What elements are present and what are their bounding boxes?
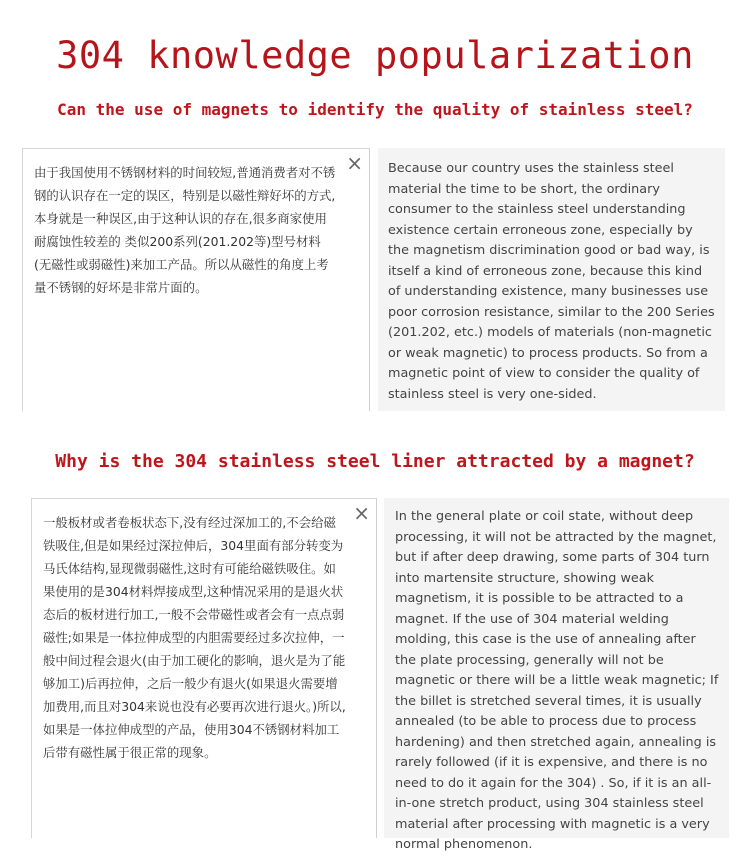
translation-panel-1 [378,148,725,411]
close-icon[interactable]: × [353,501,370,525]
source-text-panel-1[interactable] [22,148,370,411]
section2-heading: Why is the 304 stainless steel liner attracted by a magnet? [55,451,695,472]
source-text-1: 由于我国使用不锈钢材料的时间较短,普通消费者对不锈钢的认识存在一定的误区，特别是以磁性辩好坏的方式,本身就是一种误区,由于这种认识的存在,很多商家使用耐腐蚀性较差的 类似200系列(201.202等)型号材料(无磁性或弱磁性)来加工产品。所以从磁性的角度上考量不锈钢的好坏是非常片面的。 [34,165,336,295]
translation-text-2: In the general plate or coil state, without deep processing, it will not be attracted by the magnet, but if after deep drawing, some parts of 304 turn into martensite structure, showing weak magnetism, it is possible to be attracted to a magnet. If the use of 304 material welding molding, this case is the use of annealing after the plate processing, generally will not be magnetic or there will be a little weak magnetic; If the billet is stretched several times, it is usually annealed (to be able to process due to process hardening) and then stretched again, annealing is rarely followed (if it is expensive, and there is no need to do it again for the 304) . So, if it is an all-in-one stretch product, using 304 stainless steel material after processing with magnetic is a very normal phenomenon. [395,509,719,852]
close-icon[interactable]: × [346,151,363,175]
translation-panel-2 [384,498,729,852]
section1-heading: Can the use of magnets to identify the quality of stainless steel? [57,100,693,119]
translation-text-1: Because our country uses the stainless steel material the time to be short, the ordinary consumer to the stainless steel understanding existence certain erroneous zone, especially by the magnetism discrimination good or bad way, is itself a kind of erroneous zone, because this kind of understanding existence, many businesses use poor corrosion resistance, similar to the 200 Series (201.202, etc.) models of materials (non-magnetic or weak magnetic) to process products. So from a magnetic point of view to consider the quality of stainless steel is very one-sided. [388,161,715,402]
page-title: 304 knowledge popularization [56,34,694,77]
source-text-2: 一般板材或者卷板状态下,没有经过深加工的,不会给磁铁吸住,但是如果经过深拉伸后，304里面有部分转变为马氏体结构,显现微弱磁性,这时有可能给磁铁吸住。如果使用的是304材料焊接成型,这种情况采用的是退火状态后的板材进行加工,一般不会带磁性或者会有一点点弱磁性;如果是一体拉伸成型的内胆需要经过多次拉伸，一般中间过程会退火(由于加工硬化的影响，退火是为了能够加工)后再拉伸，之后一般少有退火(如果退火需要增加费用,而且对304来说也没有必要再次进行退火。)所以,如果是一体拉伸成型的产品，使用304不锈钢材料加工后带有磁性属于很正常的现象。 [43,515,346,760]
source-text-panel-2[interactable] [31,498,377,838]
